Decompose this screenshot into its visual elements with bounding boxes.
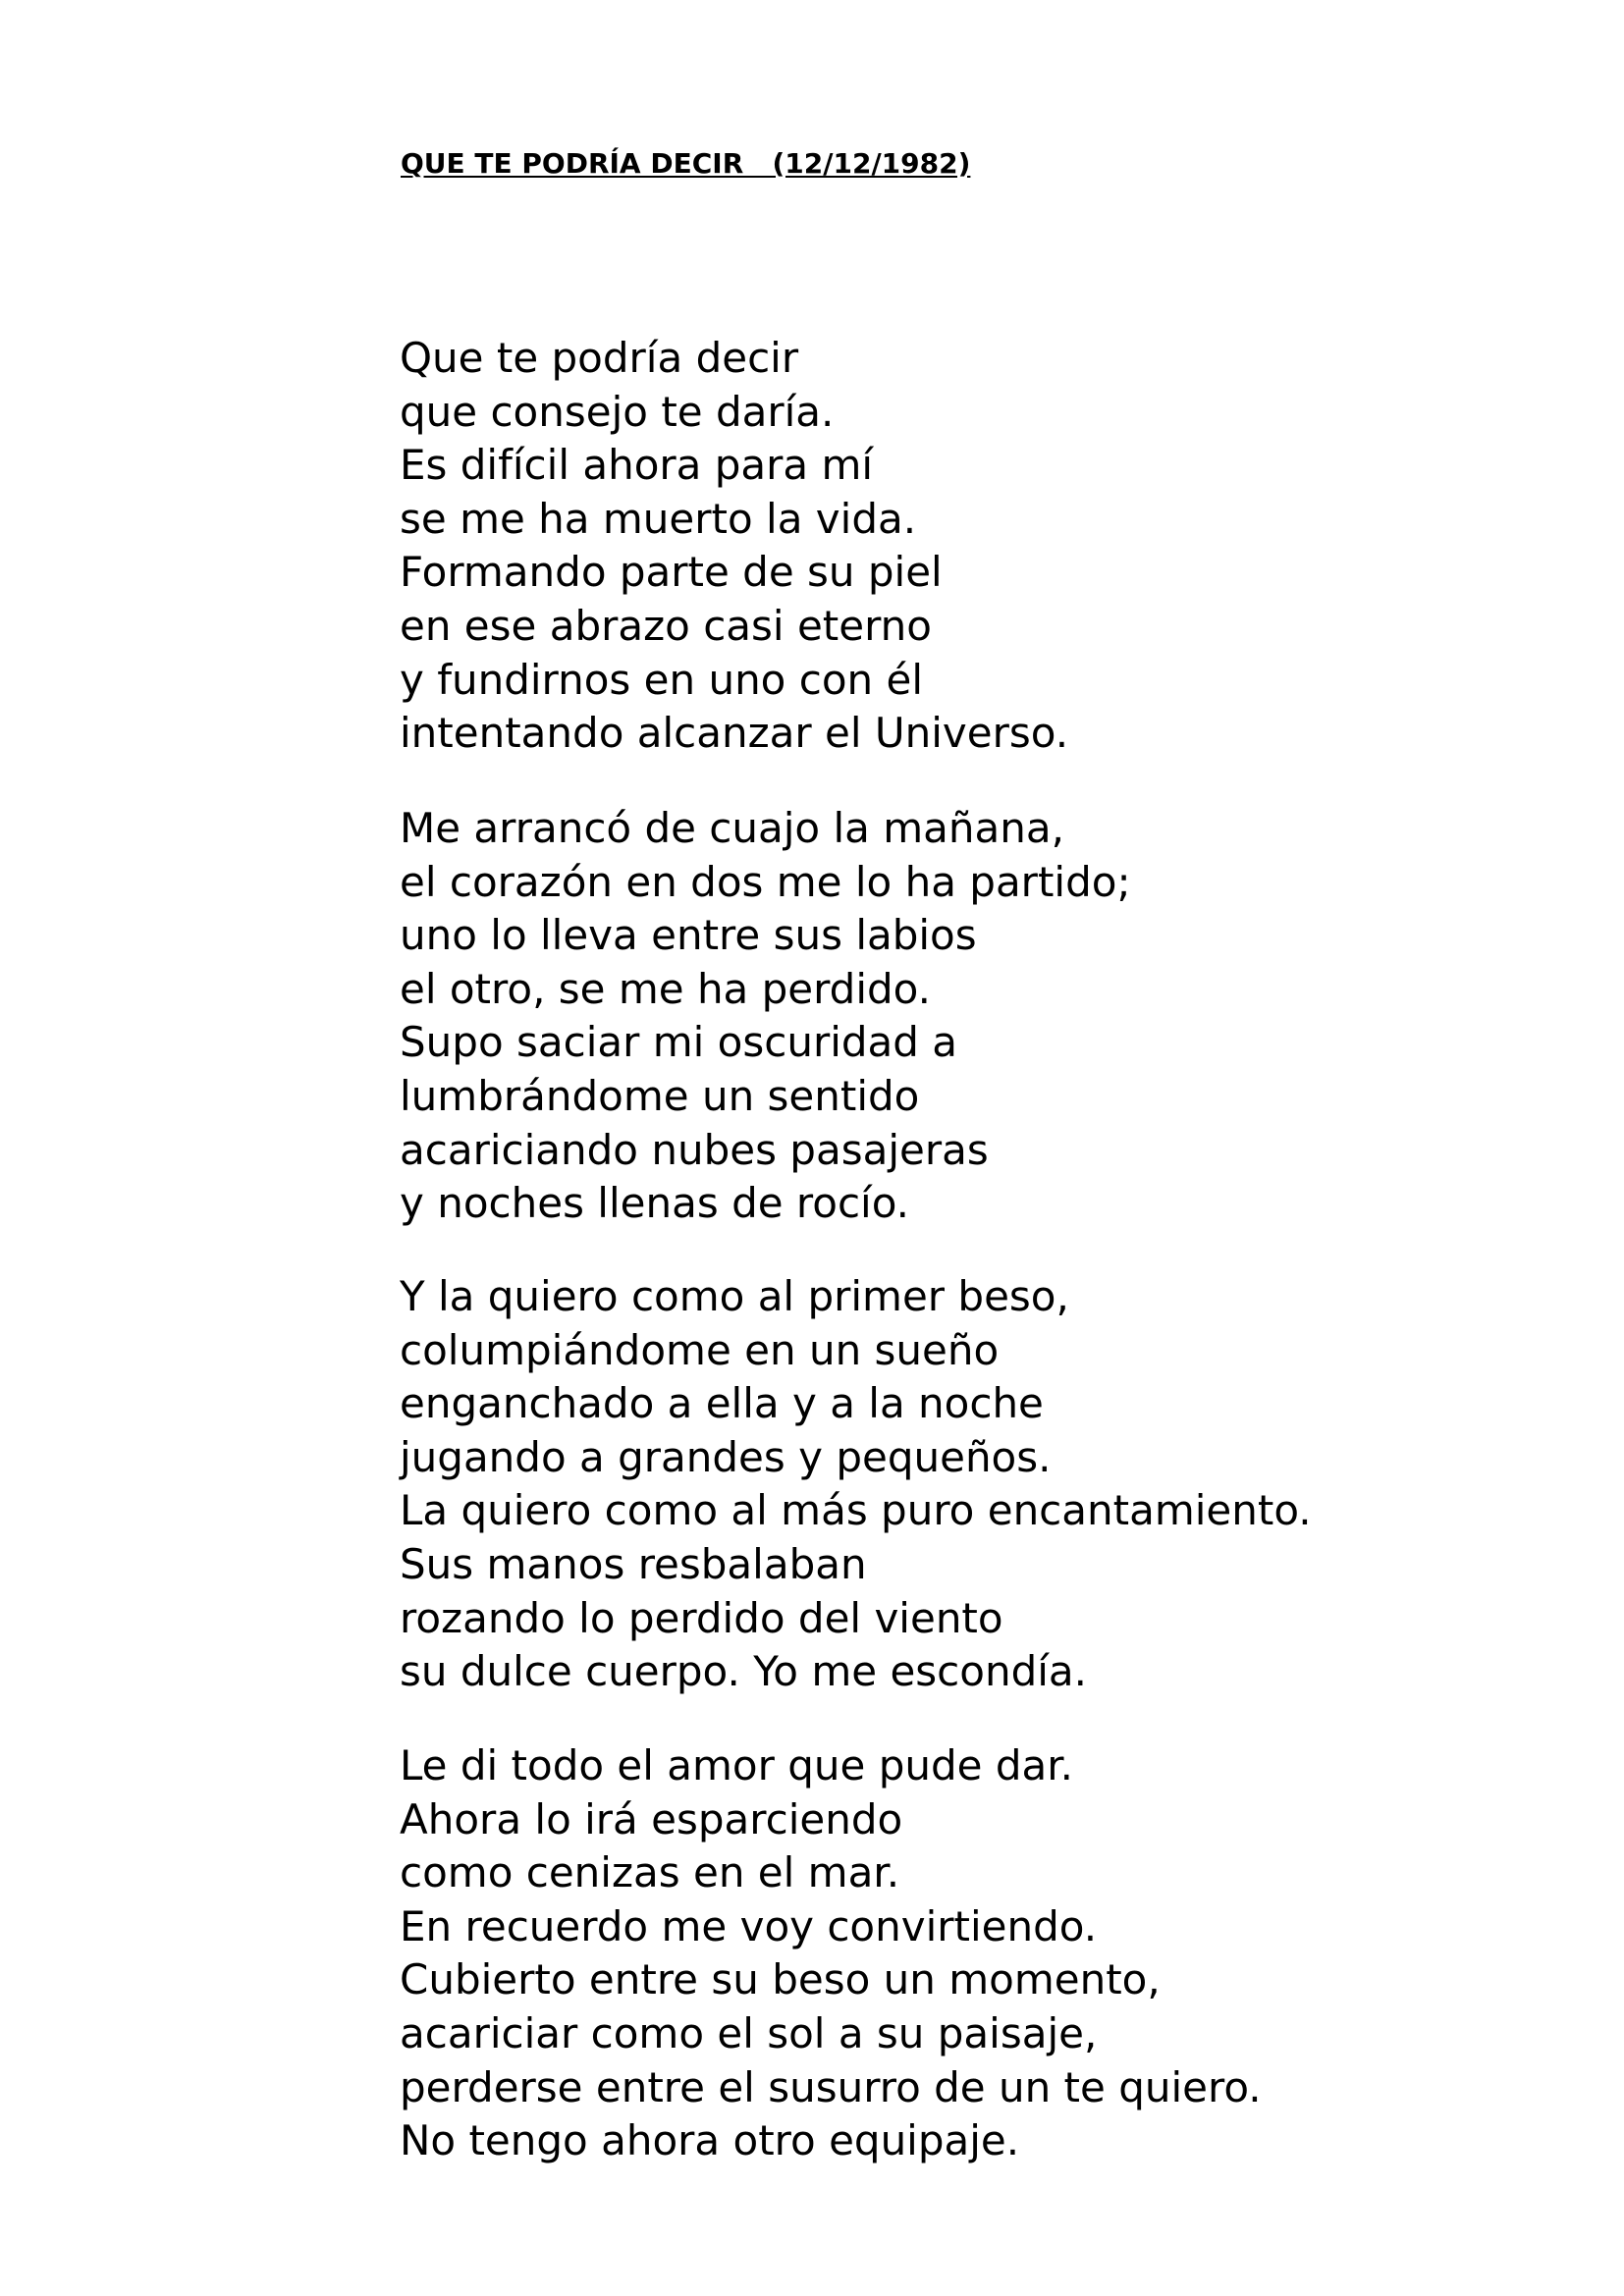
poem-line: Y la quiero como al primer beso,: [400, 1272, 1069, 1320]
poem-line: rozando lo perdido del viento: [400, 1593, 1003, 1642]
poem-line: Supo saciar mi oscuridad a: [400, 1018, 958, 1067]
stanza-1: [400, 332, 1068, 761]
poem-line: se me ha muerto la vida.: [400, 494, 917, 543]
stanza-2: [400, 802, 1131, 1231]
poem-line: intentando alcanzar el Universo.: [400, 709, 1069, 758]
poem-line: acariciar como el sol a su paisaje,: [400, 2008, 1098, 2057]
poem-line: su dulce cuerpo. Yo me escondía.: [400, 1647, 1087, 1696]
poem-line: acariciando nubes pasajeras: [400, 1125, 989, 1174]
poem-line: Le di todo el amor que pude dar.: [400, 1741, 1073, 1789]
poem-line: Formando parte de su piel: [400, 548, 943, 597]
poem-line: como cenizas en el mar.: [400, 1848, 900, 1897]
poem-line: enganchado a ella y a la noche: [400, 1379, 1044, 1428]
poem-line: lumbrándome un sentido: [400, 1071, 920, 1120]
poem-line: que consejo te daría.: [400, 387, 835, 436]
poem-line: perderse entre el susurro de un te quiero.: [400, 2062, 1262, 2111]
poem-line: columpiándome en un sueño: [400, 1325, 1000, 1374]
poem-line: y fundirnos en uno con él: [400, 655, 923, 704]
poem-line: Sus manos resbalaban: [400, 1539, 867, 1588]
poem-line: el corazón en dos me lo ha partido;: [400, 857, 1131, 906]
poem-line: La quiero como al más puro encantamiento.: [400, 1486, 1312, 1535]
stanza-3: [400, 1270, 1312, 1699]
poem-line: Me arrancó de cuajo la mañana,: [400, 804, 1064, 852]
poem-line: jugando a grandes y pequeños.: [400, 1432, 1052, 1481]
poem-line: uno lo lleva entre sus labios: [400, 911, 977, 960]
poem-line: Ahora lo irá esparciendo: [400, 1794, 903, 1843]
poem-line: En recuerdo me voy convirtiendo.: [400, 1901, 1098, 1950]
poem-title: QUE TE PODRÍA DECIR (12/12/1982): [401, 147, 971, 180]
poem-line: el otro, se me ha perdido.: [400, 964, 931, 1013]
stanza-4: [400, 1739, 1262, 2168]
poem-line: y noches llenas de rocío.: [400, 1179, 910, 1228]
poem-line: No tengo ahora otro equipaje.: [400, 2116, 1020, 2165]
poem-line: en ese abrazo casi eterno: [400, 601, 932, 650]
poem-line: Es difícil ahora para mí: [400, 441, 874, 490]
poem-line: Que te podría decir: [400, 334, 799, 382]
poem-line: Cubierto entre su beso un momento,: [400, 1955, 1161, 2004]
